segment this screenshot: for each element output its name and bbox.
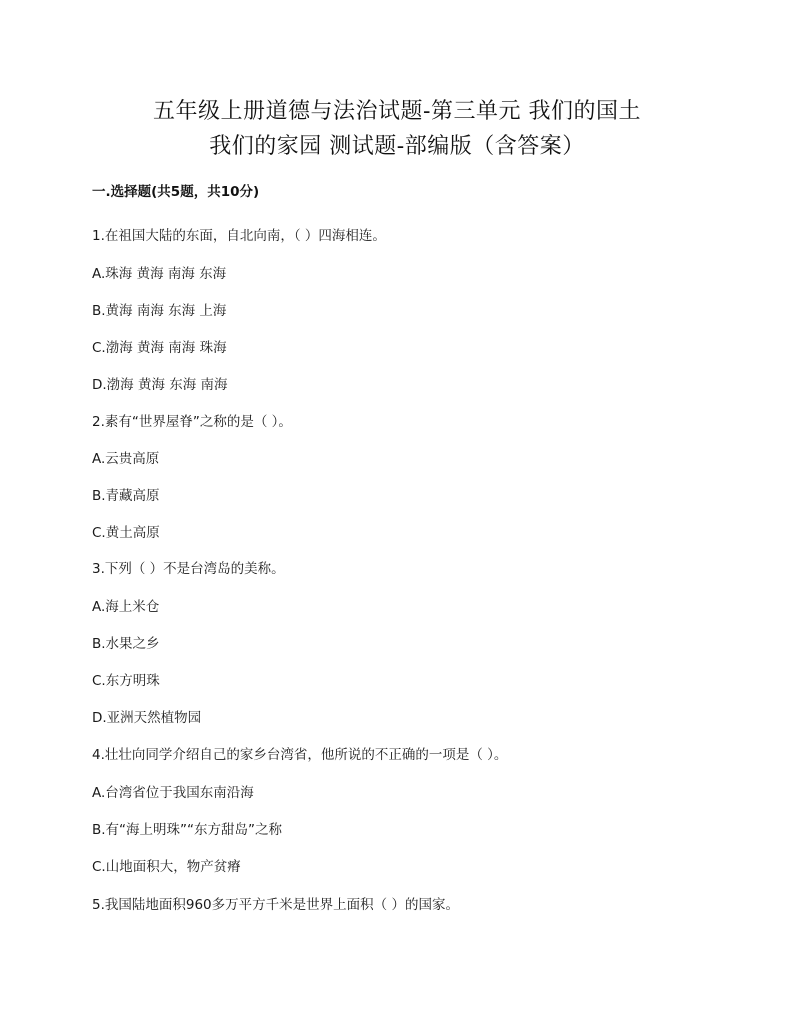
question-1-option-c: C.渤海 黄海 南海 珠海 (92, 340, 227, 356)
question-1-stem: 1.在祖国大陆的东面，自北向南，（ ）四海相连。 (92, 228, 386, 244)
question-5-stem: 5.我国陆地面积960多万平方千米是世界上面积（ ）的国家。 (92, 897, 459, 913)
question-1-option-d: D.渤海 黄海 东海 南海 (92, 377, 228, 393)
question-1-option-b: B.黄海 南海 东海 上海 (92, 303, 227, 319)
question-3-stem: 3.下列（ ）不是台湾岛的美称。 (92, 561, 285, 577)
question-2-option-b: B.青藏高原 (92, 488, 160, 504)
question-4-stem: 4.壮壮向同学介绍自己的家乡台湾省，他所说的不正确的一项是（ ）。 (92, 747, 508, 763)
section-heading: 一.选择题(共5题，共10分) (92, 184, 260, 200)
question-2-option-c: C.黄土高原 (92, 525, 160, 541)
question-1-option-a: A.珠海 黄海 南海 东海 (92, 266, 227, 282)
question-2-option-a: A.云贵高原 (92, 451, 160, 467)
question-3-option-d: D.亚洲天然植物园 (92, 710, 202, 726)
question-3-option-b: B.水果之乡 (92, 636, 160, 652)
question-4-option-c: C.山地面积大，物产贫瘠 (92, 859, 241, 875)
question-3-option-a: A.海上米仓 (92, 599, 160, 615)
question-2-stem: 2.素有“世界屋脊”之称的是（ ）。 (92, 414, 292, 430)
document-title-line-1: 五年级上册道德与法治试题-第三单元 我们的国土 (153, 99, 641, 124)
question-4-option-a: A.台湾省位于我国东南沿海 (92, 785, 254, 801)
document-title-line-2: 我们的家园 测试题-部编版（含答案） (209, 134, 585, 159)
question-3-option-c: C.东方明珠 (92, 673, 160, 689)
question-4-option-b: B.有“海上明珠”“东方甜岛”之称 (92, 822, 283, 838)
